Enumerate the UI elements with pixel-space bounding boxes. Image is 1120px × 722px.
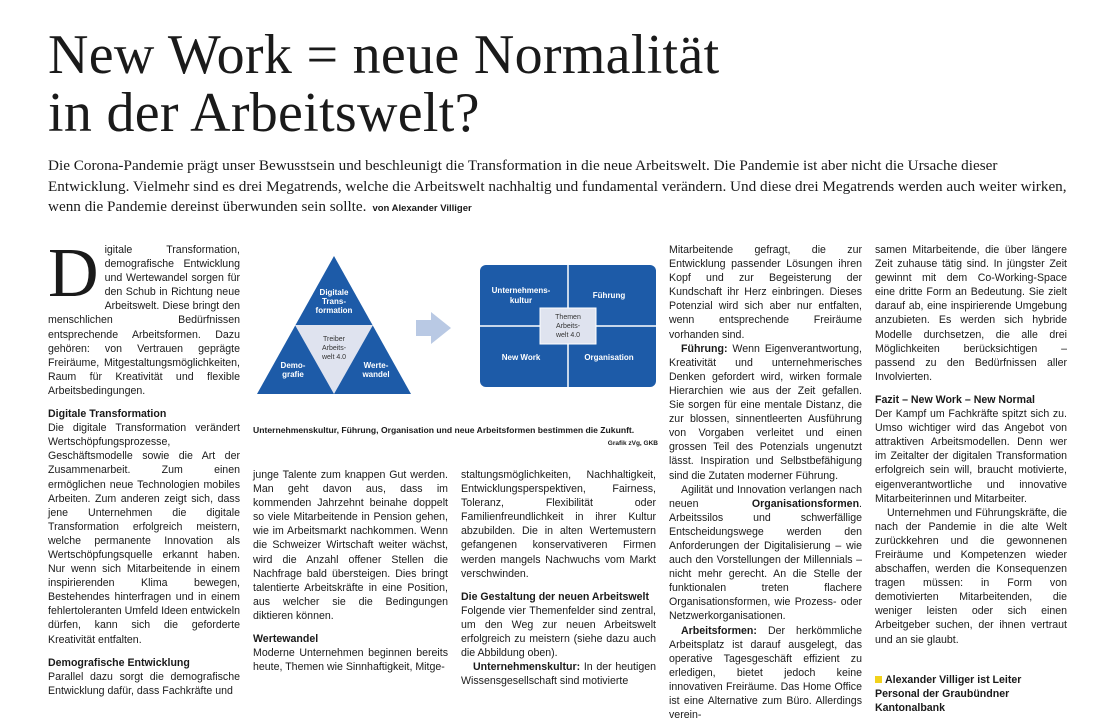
author-note: Alexander Villiger ist Leiter Personal der Graubündner Kantonalbank <box>875 673 1022 714</box>
paragraph: Moderne Unternehmen beginnen bereits heute, Themen wie Sinnhaftigkeit, Mitge- <box>253 647 448 674</box>
paragraph: Mitarbeitende gefragt, die zur Entwicklung passender Lösungen ihren Kopf und zur Begeisterung der Kundschaft ihr Herz einbringen. Dieses Potenzial wird sich aber nur entfalten, wenn entsprechende Freiräume vorhanden sind. <box>669 244 862 341</box>
column-3 <box>461 468 656 688</box>
paragraph: Parallel dazu sorgt die demografische Entwicklung dafür, dass Fachkräfte und <box>48 670 240 697</box>
yellow-square-icon <box>875 676 882 683</box>
grid-center-label: Themen Arbeits-welt 4.0 <box>555 314 581 339</box>
triangle-right-label: Werte-wandel <box>362 361 390 379</box>
figure-graphic <box>253 248 658 423</box>
subhead-fazit: Fazit – New Work – New Normal <box>875 393 1035 406</box>
subhead-demografie: Demografische Entwicklung <box>48 656 190 669</box>
grid-tr-label: Führung <box>592 291 626 300</box>
grid-br-label: Organisation <box>584 353 634 362</box>
drop-cap: D <box>48 235 99 312</box>
triangle-center-label: Treiber Arbeits-welt 4.0 <box>321 336 347 361</box>
paragraph: Folgende vier Themenfelder sind zentral, um den Weg zur neuen Arbeitswelt erfolgreich zu meistern (siehe dazu auch die Abbildung oben). <box>461 604 656 660</box>
article-lead <box>48 156 1068 220</box>
figure-credit: Grafik zVg, GKB <box>607 440 658 447</box>
subhead-gestaltung: Die Gestaltung der neuen Arbeitswelt <box>461 590 649 603</box>
grid-tl-label: Unternehmens-kultur <box>491 286 551 305</box>
triangle-top-label: Digitale Trans-formation <box>315 288 353 315</box>
paragraph: Der Kampf um Fachkräfte spitzt sich zu. Umso wichtiger wird das Angebot von attraktiven Arbeitsmodellen. Denn wer im Zeitalter der digitalen Transformation erfolgreich sein will, braucht motivierte, eigenverantwortliche und innovative Mitarbeiterinnen und Mitarbeiter. <box>875 408 1067 505</box>
byline: von Alexander Villiger <box>372 203 472 214</box>
paragraph: samen Mitarbeitende, die über längere Zeit zuhause tätig sind. In jüngster Zeit gewinnt mit dem Co-Working-Space eine dritte Form an Bedeutung. Sie zielt darauf ab, eine inspirierende Umgebung anzubieten. Es werden sich hybride Modelle durchsetzen, die alle drei Möglichkeiten berücksichtigen – passend zu den Bedürfnissen aller Involvierten. <box>875 244 1067 383</box>
paragraph: Unternehmen und Führungskräfte, die nach der Pandemie in die alte Welt zurückkehren und die gewonnenen Freiräume und Kompetenzen wieder abschaffen, werden die Konsequenzen tragen müssen: in Form von demotivierten Mitarbeitenden, die weniger leisten oder sich einen Arbeitgeber suchen, der ihnen vertraut und an sie glaubt. <box>875 506 1067 646</box>
triangle-left-label: Demo-grafie <box>280 361 306 379</box>
subhead-digitale-transformation: Digitale Transformation <box>48 408 167 421</box>
paragraph: Unternehmenskultur: In der heutigen Wissensgesellschaft sind motivierte <box>461 661 656 688</box>
subhead-wertewandel: Wertewandel <box>253 633 319 646</box>
paragraph: junge Talente zum knappen Gut werden. Man geht davon aus, dass im kommenden Jahrzehnt beinahe doppelt so viele Mitarbeitende in Pension gehen, wie im Arbeitsmarkt nachkommen. Wenn die Schweizer Wirtschaft weiter wächst, wird die Anzahl offener Stellen die Nachfrage bald übersteigen. Dies bringt talentierte Arbeitskräfte in eine Position, aus welcher sie die Bedingungen diktieren können. <box>253 469 448 622</box>
figure-caption: Unternehmenskultur, Führung, Organisation und neue Arbeitsformen bestimmen die Zukunft. <box>253 425 635 435</box>
column-2 <box>253 468 448 674</box>
paragraph: staltungsmöglichkeiten, Nachhaltigkeit, Entwicklungsperspektiven, Fairness, Toleranz, Flexibilität oder Familienfreundlichkeit in ihrer Kultur abzubilden. Die in alten Wertemustern gefangenen konservativeren Firmen werden mangels Nachwuchs vom Markt verschwinden. <box>461 469 656 580</box>
column-4 <box>669 243 862 722</box>
column-1 <box>48 235 240 698</box>
figure <box>253 248 658 458</box>
title-line-2: in der Arbeitswelt? <box>48 82 480 144</box>
paragraph: Agilität und Innovation verlangen nach neuen Organisationsformen. Arbeitssilos und schwerfällige Entscheidungswege werden den Anforderungen der Digitalisierung – wie auch den Vorstellungen der Millennials – nicht mehr gerecht. An die Stelle der funktionalen treten flachere Organisationsformen, wie Prozess- oder Netzwerkorganisationen. <box>669 483 862 623</box>
column-5 <box>875 243 1067 715</box>
lead-text: Die Corona-Pandemie prägt unser Bewusstsein und beschleunigt die Transformation in die neue Arbeitswelt. Die Pandemie ist aber nicht die Ursache dieser Entwicklung. Vielmehr sind es drei Megatrends, welche die Arbeitswelt nachhaltig und fundamental verändern. Und diese drei Megatrends werden auch weiter wirken, wenn die Pandemie dereinst überwunden sein sollte. <box>48 157 1067 215</box>
intro-paragraph: Digitale Transformation, demografische Entwicklung und Wertewandel sorgen für den Schub in Richtung neue Arbeitswelt. Diese bringt den menschlichen Bedürfnissen entsprechende Arbeitsformen. Dazu gehören: von Vertrauen geprägte Freiräume, Mitgestaltungsmöglichkeiten, Raum für Kreativität und flexible Arbeitsbedingungen. <box>48 235 240 397</box>
title-line-1: New Work = neue Normalität <box>48 24 720 86</box>
paragraph: Arbeitsformen: Der herkömmliche Arbeitsplatz ist darauf ausgelegt, das operative Tagesgeschäft effizient zu erledigen, bietet jedoch keine innovativen Freiräume. Das Home Office ist eine Alternative zum Büro. Allerdings verein- <box>669 624 862 722</box>
article-title <box>48 26 1088 142</box>
paragraph: Führung: Wenn Eigenverantwortung, Kreativität und unternehmerisches Denken gefordert wird, wirken formale Hierarchien wie aus der Zeit gefallen. Sie sorgen für eine mentale Distanz, die zur blossen, sinnentleerten Ausführung von Vorgaben verleitet und einen grossen Teil des Potenzials ungenutzt lässt. Inspiration und Selbstbefähigung sind die Zutaten moderner Führung. <box>669 342 862 482</box>
paragraph: Die digitale Transformation verändert Wertschöpfungsprozesse, Geschäftsmodelle sowie die Art der Zusammenarbeit. Zum einen ermöglichen neue Technologien mobiles Arbeiten. Zum anderen zeigt sich, dass jene Unternehmen die digitale Transformation erfolgreich meistern, welche permanente Innovation als Wertschöpfungsquelle erkannt haben. Nur wenn sich Mitarbeitende in einem inspirierenden Klima bewegen, Bestehendes hinterfragen und in einem fehlertoleranten Umfeld Ideen entwickeln dürfen, kann sich die geforderte Kreativität entfalten. <box>48 422 240 646</box>
grid-bl-label: New Work <box>501 353 541 362</box>
arrow-right-icon <box>416 312 451 344</box>
